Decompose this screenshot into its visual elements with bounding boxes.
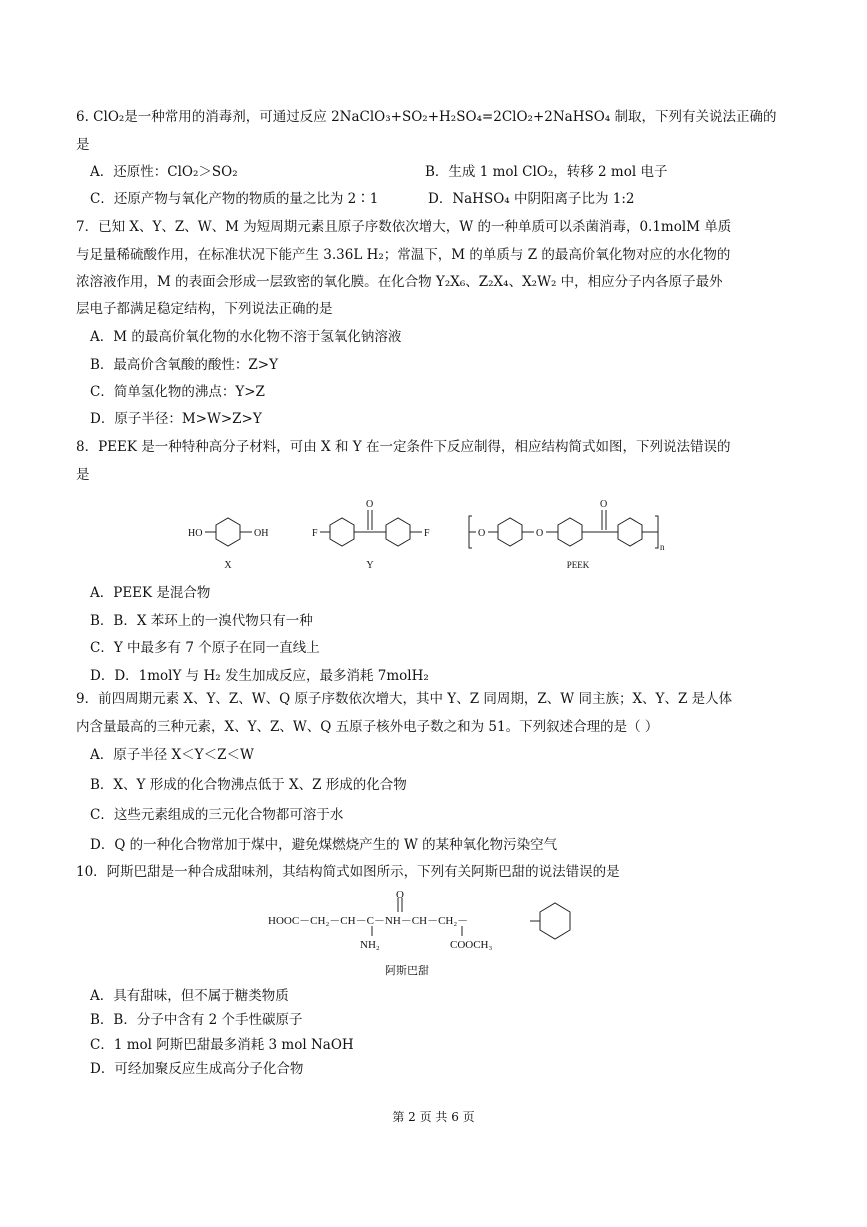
q8-figure bbox=[170, 492, 690, 576]
q7-option-c: C．简单氢化物的沸点：Y>Z bbox=[90, 384, 265, 400]
aspartame-main-chain: HOOC－CH₂－CH－C－NH－CH－CH₂－ bbox=[268, 915, 469, 927]
carbonyl-o-text: O bbox=[396, 889, 404, 901]
benzene-ring-y1 bbox=[330, 518, 354, 546]
q6-option-b: B．生成 1 mol ClO₂，转移 2 mol 电子 bbox=[425, 164, 668, 180]
benzene-ring-y2 bbox=[386, 518, 410, 546]
q7-stem-line3: 浓溶液作用，M 的表面会形成一层致密的氧化膜。在化合物 Y₂X₆、Z₂X₄、X₂W₂ 中，相应分子内各原子最外 bbox=[76, 274, 723, 290]
q6-option-c: C．还原产物与氧化产物的物质的量之比为 2∶1 bbox=[90, 191, 379, 207]
benzene-ring-aspartame bbox=[540, 903, 570, 939]
q10-figure bbox=[262, 888, 592, 980]
y-o-text: O bbox=[366, 499, 374, 510]
q6-stem-line2: 是 bbox=[76, 137, 90, 153]
q7-stem-line1: 7．已知 X、Y、Z、W、M 为短周期元素且原子序数依次增大，W 的一种单质可以杀菌消毒，0.1molM 单质 bbox=[76, 219, 732, 235]
x-oh-text: OH bbox=[254, 528, 269, 539]
q8-option-b: B．B．X 苯环上的一溴代物只有一种 bbox=[90, 613, 313, 629]
q9-stem-line2: 内含量最高的三种元素，X、Y、Z、W、Q 五原子核外电子数之和为 51。下列叙述合理的是（ ） bbox=[76, 719, 659, 735]
q9-option-a: A．原子半径 X＜Y＜Z＜W bbox=[90, 747, 254, 763]
q8-structures-svg bbox=[170, 492, 690, 576]
q9-option-d: D．Q 的一种化合物常加于煤中，避免煤燃烧产生的 W 的某种氧化物污染空气 bbox=[90, 837, 558, 853]
q8-stem-line1: 8．PEEK 是一种特种高分子材料，可由 X 和 Y 在一定条件下反应制得，相应结构简式如图，下列说法错误的 bbox=[76, 439, 731, 455]
peek-n-text: n bbox=[660, 542, 665, 552]
q9-stem-line1: 9．前四周期元素 X、Y、Z、W、Q 原子序数依次增大，其中 Y、Z 同周期，Z、W 同主族；X、Y、Z 是人体 bbox=[76, 691, 733, 707]
q7-option-d: D．原子半径：M>W>Z>Y bbox=[90, 411, 262, 427]
q10-option-b: B．B．分子中含有 2 个手性碳原子 bbox=[90, 1012, 303, 1028]
aspartame-label: 阿斯巴甜 bbox=[385, 965, 429, 977]
aspartame-structure-svg bbox=[262, 888, 592, 980]
q7-option-b: B．最高价含氧酸的酸性：Z>Y bbox=[90, 357, 279, 373]
q6-option-a: A．还原性：ClO₂＞SO₂ bbox=[90, 164, 238, 180]
peek-o3-text: O bbox=[600, 499, 608, 510]
q8-stem-line2: 是 bbox=[76, 467, 90, 483]
benzene-ring-x bbox=[216, 518, 240, 546]
nh2-text: NH₂ bbox=[360, 939, 380, 951]
y-f2-text: F bbox=[424, 528, 430, 539]
y-label: Y bbox=[366, 560, 374, 571]
q7-stem-line2: 与足量稀硫酸作用，在标准状况下能产生 3.36L H₂；常温下，M 的单质与 Z 的最高价氧化物对应的水化物的 bbox=[76, 247, 731, 263]
q6-stem-line1: 6. ClO₂是一种常用的消毒剂，可通过反应 2NaClO₃+SO₂+H₂SO₄=2ClO₂+2NaHSO₄ 制取，下列有关说法正确的 bbox=[76, 109, 777, 125]
q8-option-d: D．D．1molY 与 H₂ 发生加成反应，最多消耗 7molH₂ bbox=[90, 668, 429, 684]
peek-o1-text: O bbox=[478, 528, 486, 539]
peek-label: PEEK bbox=[566, 560, 590, 570]
q7-option-a: A．M 的最高价氧化物的水化物不溶于氢氧化钠溶液 bbox=[90, 329, 402, 345]
peek-o2-text: O bbox=[536, 528, 544, 539]
q10-option-a: A．具有甜味，但不属于糖类物质 bbox=[90, 988, 289, 1004]
x-label: X bbox=[224, 560, 232, 571]
benzene-ring-p2 bbox=[558, 518, 582, 546]
benzene-ring-p3 bbox=[618, 518, 642, 546]
q8-option-c: C．Y 中最多有 7 个原子在同一直线上 bbox=[90, 640, 320, 656]
q8-option-a: A．PEEK 是混合物 bbox=[90, 585, 211, 601]
q6-option-d: D．NaHSO₄ 中阴阳离子比为 1:2 bbox=[428, 191, 635, 207]
q9-option-c: C．这些元素组成的三元化合物都可溶于水 bbox=[90, 807, 344, 823]
page-footer: 第 2 页 共 6 页 bbox=[392, 1110, 475, 1124]
y-f1-text: F bbox=[312, 528, 318, 539]
cooch3-text: COOCH₃ bbox=[450, 939, 493, 951]
q9-option-b: B．X、Y 形成的化合物沸点低于 X、Z 形成的化合物 bbox=[90, 777, 407, 793]
q7-stem-line4: 层电子都满足稳定结构，下列说法正确的是 bbox=[76, 301, 333, 317]
benzene-ring-p1 bbox=[498, 518, 522, 546]
x-ho-text: HO bbox=[188, 528, 203, 539]
q10-option-d: D．可经加聚反应生成高分子化合物 bbox=[90, 1061, 304, 1077]
q10-stem-line1: 10．阿斯巴甜是一种合成甜味剂，其结构简式如图所示，下列有关阿斯巴甜的说法错误的是 bbox=[76, 864, 620, 880]
q10-option-c: C．1 mol 阿斯巴甜最多消耗 3 mol NaOH bbox=[90, 1037, 354, 1053]
